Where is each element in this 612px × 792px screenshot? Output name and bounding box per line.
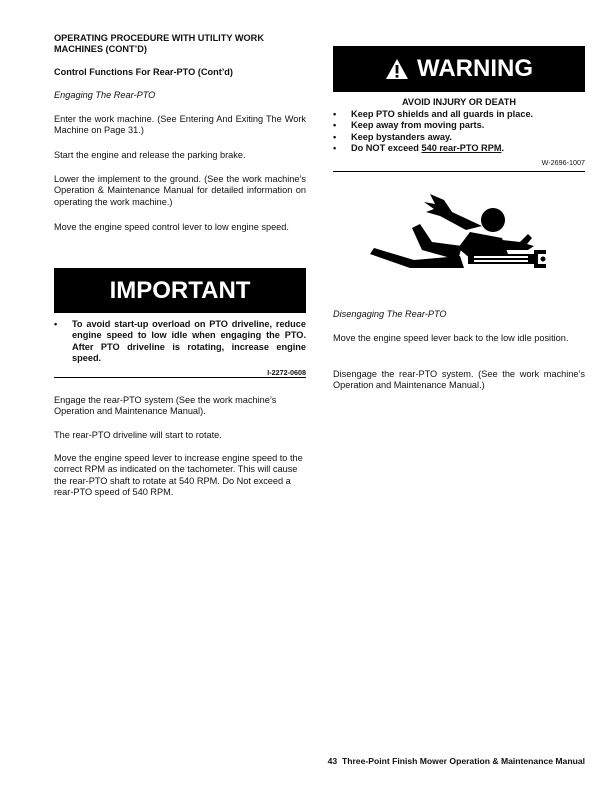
warning-triangle-icon [385, 58, 409, 80]
warning-code: W-2696-1007 [541, 158, 585, 167]
important-code: I-2272-0608 [267, 368, 306, 377]
paragraph-increase-speed: Move the engine speed lever to increase engine speed to the correct RPM as indicated on the tachometer. This will cause the rear-PTO shaft to rotate at 540 RPM. Do Not exceed a rear-PTO speed of 540 RPM. [54, 453, 303, 498]
important-banner [54, 268, 306, 313]
page-footer [328, 756, 585, 767]
rpm-prefix: Do NOT exceed [351, 143, 422, 154]
paragraph-lower-implement: Lower the implement to the ground. (See the work machine’s Operation & Maintenance Manual for detailed information on operating the work machine.) [54, 174, 306, 207]
warning-bullet: • Keep away from moving parts. [333, 120, 585, 131]
section-title-disengaging: Disengaging The Rear-PTO [333, 309, 447, 319]
warning-banner [333, 46, 585, 92]
paragraph-driveline-rotate: The rear-PTO driveline will start to rotate. [54, 430, 222, 440]
paragraph-enter-machine: Enter the work machine. (See Entering And Exiting The Work Machine on Page 31.) [54, 114, 306, 136]
paragraph-engine-speed-low: Move the engine speed control lever to low engine speed. [54, 222, 289, 232]
manual-title: Three-Point Finish Mower Operation & Maintenance Manual [341, 756, 585, 766]
subheading: Control Functions For Rear-PTO (Cont’d) [54, 67, 233, 77]
important-bullet: • To avoid start-up overload on PTO driveline, reduce engine speed to low idle when engaging the PTO. After PTO driveline is rotating, increase engine speed. [54, 319, 306, 365]
rpm-suffix: . [501, 143, 505, 154]
important-title: IMPORTANT [109, 276, 251, 304]
warning-title: WARNING [417, 55, 533, 83]
warning-bullet: • Keep PTO shields and all guards in place. [333, 109, 585, 120]
important-divider [54, 377, 306, 378]
paragraph-engage-pto: Engage the rear-PTO system (See the work machine’s Operation and Maintenance Manual). [54, 395, 277, 417]
warning-bullet-rpm [333, 143, 585, 154]
section-title-engaging: Engaging The Rear-PTO [54, 90, 156, 100]
warning-divider [333, 171, 585, 172]
important-list [54, 319, 306, 365]
warning-bullet: • Keep bystanders away. [333, 132, 585, 143]
warning-list [333, 109, 585, 155]
rpm-limit: 540 rear-PTO RPM [421, 143, 502, 154]
paragraph-start-engine: Start the engine and release the parking brake. [54, 150, 246, 160]
page-heading: OPERATING PROCEDURE WITH UTILITY WORK MACHINES (CONT’D) [54, 33, 264, 55]
person-entangled-in-driveline-icon [370, 190, 550, 282]
paragraph-engine-speed-idle: Move the engine speed lever back to the low idle position. [333, 333, 569, 343]
paragraph-disengage-pto: Disengage the rear-PTO system. (See the work machine’s Operation and Maintenance Manual.) [333, 369, 585, 391]
warning-avoid-heading: AVOID INJURY OR DEATH [401, 97, 516, 107]
page-number: 43 [327, 756, 338, 766]
